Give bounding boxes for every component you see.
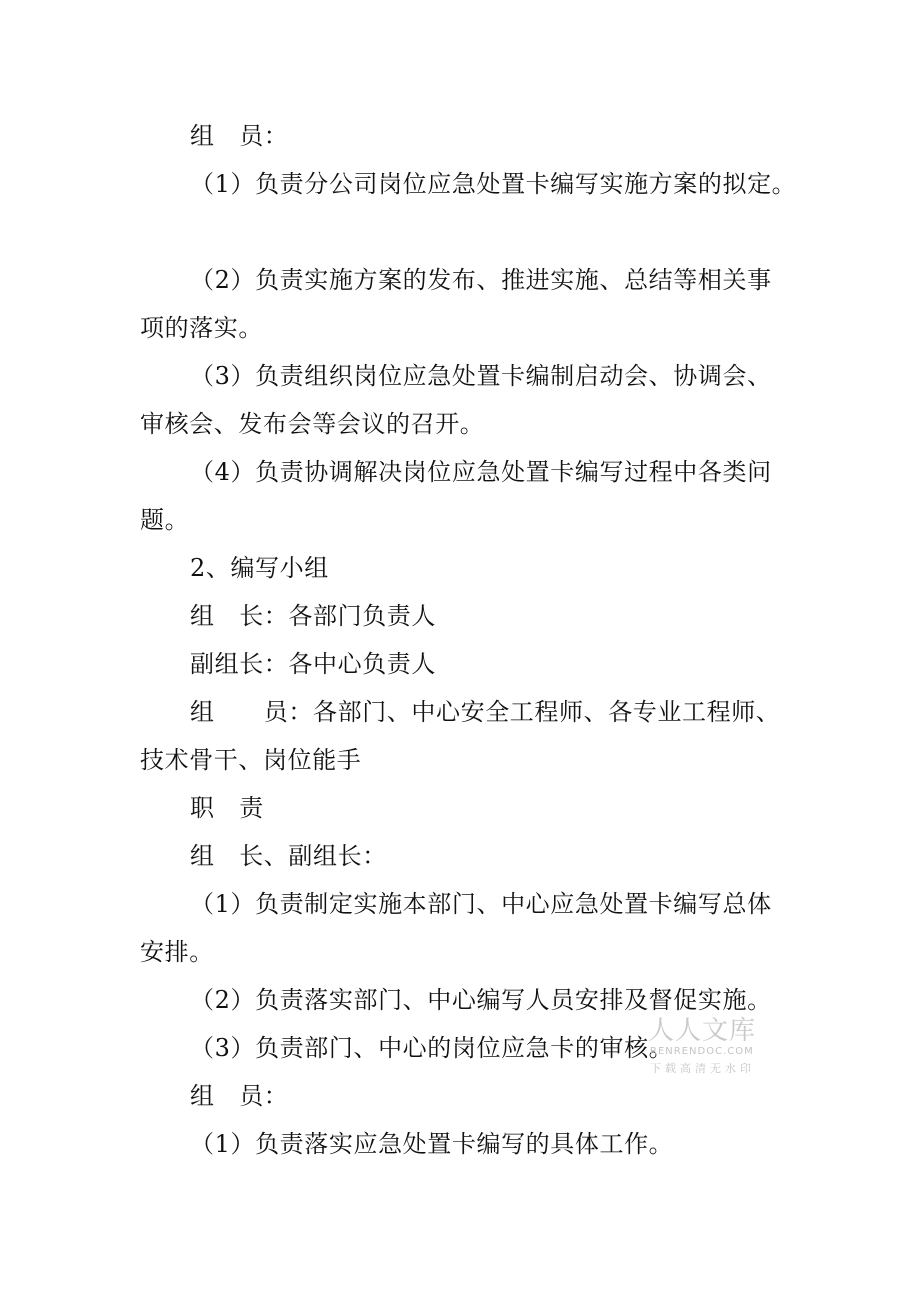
text-line-group-members: 组 员：各部门、中心安全工程师、各专业工程师、 bbox=[190, 698, 781, 726]
text-line-members-heading-2: 组 员： bbox=[190, 1082, 289, 1110]
text-line-duty-3: （3）负责组织岗位应急处置卡编制启动会、协调会、 bbox=[190, 362, 772, 390]
text-line-duty-4-cont: 题。 bbox=[140, 506, 190, 534]
text-line-leader-duty-3: （3）负责部门、中心的岗位应急卡的审核。 bbox=[190, 1034, 674, 1062]
text-line-leader-duty-2: （2）负责落实部门、中心编写人员安排及督促实施。 bbox=[190, 986, 772, 1014]
section-heading-writing-group: 2、编写小组 bbox=[190, 554, 329, 582]
text-line-leader-duty-1-cont: 安排。 bbox=[140, 938, 214, 966]
text-line-responsibilities-heading: 职 责 bbox=[190, 794, 264, 822]
text-line-duty-2: （2）负责实施方案的发布、推进实施、总结等相关事 bbox=[190, 266, 772, 294]
text-line-member-duty-1: （1）负责落实应急处置卡编写的具体工作。 bbox=[190, 1130, 674, 1158]
text-line-deputy-leader: 副组长：各中心负责人 bbox=[190, 650, 436, 678]
text-line-duty-1: （1）负责分公司岗位应急处置卡编写实施方案的拟定。 bbox=[190, 170, 797, 198]
watermark-title: 人人文库 bbox=[648, 1016, 757, 1046]
text-line-duty-3-cont: 审核会、发布会等会议的召开。 bbox=[140, 410, 485, 438]
text-line-group-leader: 组 长：各部门负责人 bbox=[190, 602, 436, 630]
text-line-duty-4: （4）负责协调解决岗位应急处置卡编写过程中各类问 bbox=[190, 458, 772, 486]
watermark-logo bbox=[648, 1016, 778, 1078]
watermark-tagline: 下载高清无水印 bbox=[650, 1062, 755, 1075]
text-line-members-heading-1: 组 员： bbox=[190, 122, 289, 150]
text-line-group-members-cont: 技术骨干、岗位能手 bbox=[140, 746, 362, 774]
watermark-site: RENRENDOC.COM bbox=[650, 1046, 754, 1057]
text-line-leader-duty-1: （1）负责制定实施本部门、中心应急处置卡编写总体 bbox=[190, 890, 772, 918]
text-line-leaders-heading: 组 长、副组长： bbox=[190, 842, 387, 870]
text-line-duty-2-cont: 项的落实。 bbox=[140, 314, 263, 342]
